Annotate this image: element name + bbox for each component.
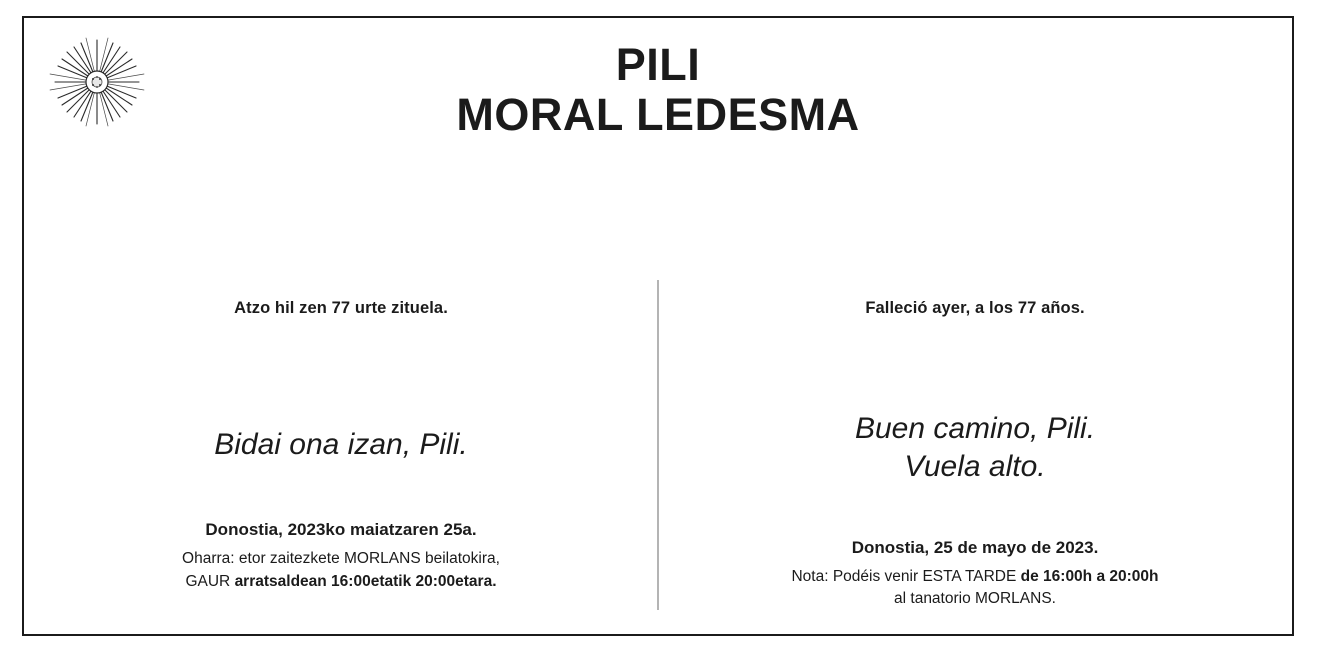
obituary-notice bbox=[22, 16, 1294, 636]
farewell-quote-line: Buen camino, Pili. bbox=[854, 412, 1096, 445]
wake-note-line1: Oharra: etor zaitezkete MORLANS beilatokira, bbox=[182, 550, 500, 568]
wake-note-line2-bold: arratsaldean 16:00etatik 20:00etara. bbox=[234, 572, 497, 590]
place-date: Donostia, 2023ko maiatzaren 25a. bbox=[205, 520, 477, 540]
wake-note-line2-plain: Nota: Podéis venir ESTA TARDE bbox=[791, 567, 1021, 585]
title-first-name: PILI bbox=[615, 39, 701, 90]
place-date: Donostia, 25 de mayo de 2023. bbox=[851, 537, 1099, 557]
wake-note-line2 bbox=[698, 566, 1252, 588]
notice-columns bbox=[24, 273, 1292, 613]
death-line: Falleció ayer, a los 77 años. bbox=[865, 299, 1085, 317]
farewell-quote bbox=[64, 426, 618, 464]
wake-note-line2-plain: GAUR bbox=[185, 572, 235, 590]
page-title bbox=[24, 40, 1292, 141]
wake-note-line2-bold: de 16:00h a 20:00h bbox=[1020, 567, 1159, 585]
wake-note-line3: al tanatorio MORLANS. bbox=[894, 590, 1056, 608]
death-line: Atzo hil zen 77 urte zituela. bbox=[234, 299, 448, 317]
column-spanish bbox=[658, 273, 1292, 613]
farewell-quote-line: Bidai ona izan, Pili. bbox=[214, 428, 468, 461]
wake-note bbox=[64, 548, 618, 593]
title-surname: MORAL LEDESMA bbox=[456, 89, 860, 141]
wake-note-line2 bbox=[64, 571, 618, 593]
column-basque bbox=[24, 273, 658, 613]
wake-note bbox=[698, 566, 1252, 611]
farewell-quote bbox=[698, 410, 1252, 487]
farewell-quote-line: Vuela alto. bbox=[904, 450, 1046, 484]
